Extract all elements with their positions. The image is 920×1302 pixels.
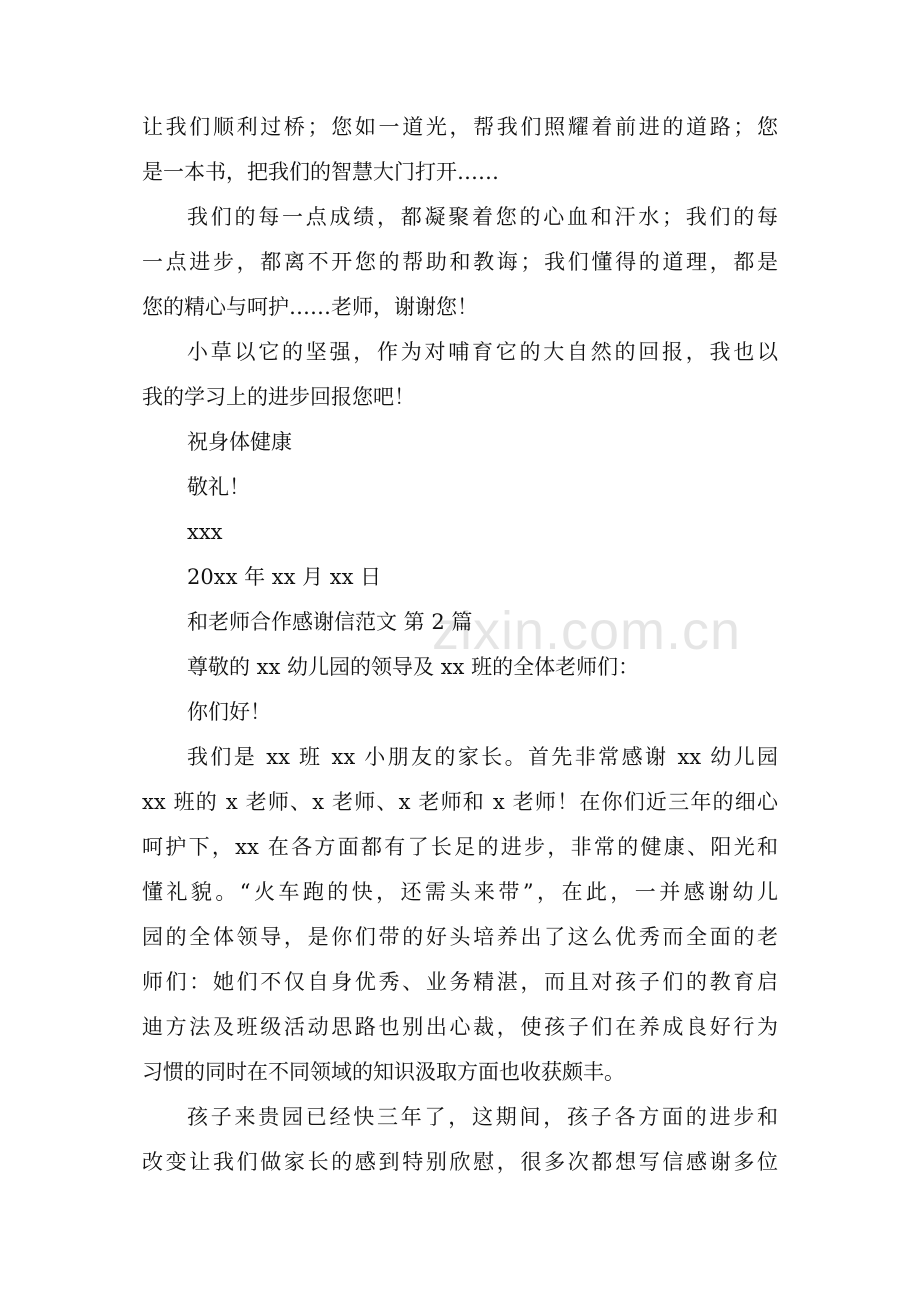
signature: xxx: [187, 520, 223, 544]
watermark: zixin.com.cn: [432, 601, 742, 661]
text-line: 一点进步，都离不开您的帮助和教诲；我们懂得的道理，都是: [142, 250, 778, 274]
text-line: 习惯的同时在不同领域的知识汲取方面也收获颇丰。: [142, 1060, 625, 1084]
closing-wish: 祝身体健康: [187, 430, 292, 454]
salutation-closing: 敬礼！: [187, 475, 250, 499]
date-line: 20xx 年 xx 月 xx 日: [187, 565, 382, 589]
text-line: 呵护下，xx 在各方面都有了长足的进步，非常的健康、阳光和: [142, 835, 778, 859]
text-line: 迪方法及班级活动思路也别出心裁，使孩子们在养成良好行为: [142, 1015, 778, 1039]
text-line: 孩子来贵园已经快三年了，这期间，孩子各方面的进步和: [187, 1105, 778, 1129]
text-line: 改变让我们做家长的感到特别欣慰，很多次都想写信感谢多位: [142, 1150, 778, 1174]
text-line: 懂礼貌。“火车跑的快，还需头来带”，在此，一并感谢幼儿: [142, 880, 778, 904]
text-line: xx 班的 x 老师、x 老师、x 老师和 x 老师！在你们近三年的细心: [142, 790, 778, 814]
text-line: 我的学习上的进步回报您吧！: [142, 385, 415, 409]
text-line: 园的全体领导，是你们带的好头培养出了这么优秀而全面的老: [142, 925, 778, 949]
text-line: 您的精心与呵护……老师，谢谢您！: [142, 295, 478, 319]
text-line: 我们是 xx 班 xx 小朋友的家长。首先非常感谢 xx 幼儿园: [187, 745, 778, 769]
text-line: 师们：她们不仅自身优秀、业务精湛，而且对孩子们的教育启: [142, 970, 778, 994]
text-line: 小草以它的坚强，作为对哺育它的大自然的回报，我也以: [187, 340, 778, 364]
greeting: 你们好！: [187, 700, 271, 724]
salutation: 尊敬的 xx 幼儿园的领导及 xx 班的全体老师们：: [187, 655, 640, 679]
section-title: 和老师合作感谢信范文 第 2 篇: [187, 610, 473, 634]
text-line: 是一本书，把我们的智慧大门打开……: [142, 160, 499, 184]
text-line: 我们的每一点成绩，都凝聚着您的心血和汗水；我们的每: [187, 205, 778, 229]
text-line: 让我们顺利过桥；您如一道光，帮我们照耀着前进的道路；您: [142, 115, 778, 139]
